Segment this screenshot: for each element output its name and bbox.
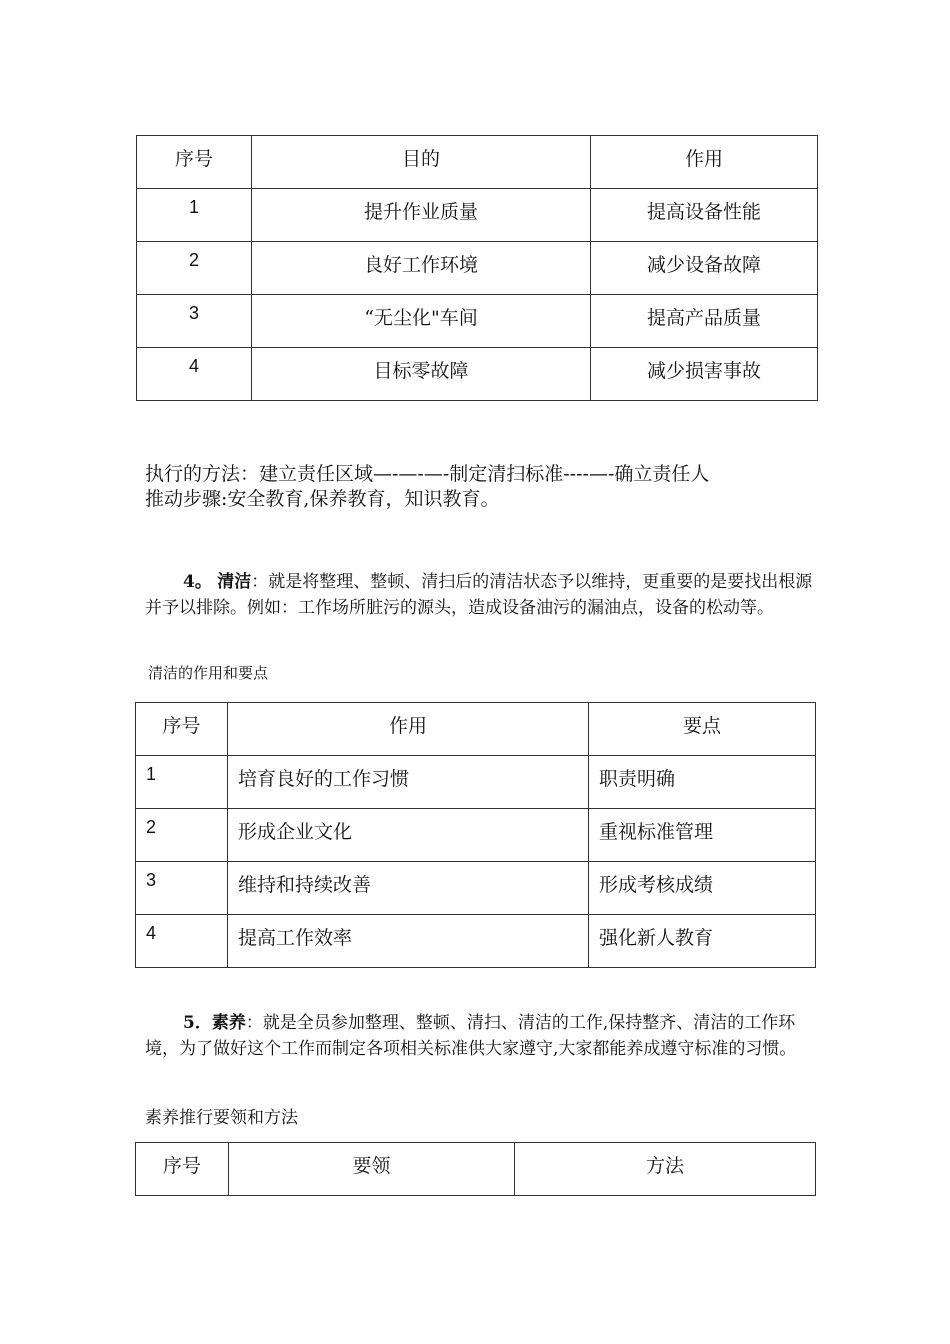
section-text: ：就是全员参加整理、整顿、清扫、清洁的工作,保持整齐、清洁的工作环境，为了做好这个工作而制定各项相关标准供大家遵守,大家都能养成遵守标准的习惯。	[145, 1013, 797, 1059]
table-cell: 职责明确	[599, 768, 676, 790]
table-cell: 3	[188, 303, 199, 323]
section-title: 清洁	[217, 572, 252, 592]
table-cell: 4	[146, 923, 157, 943]
table-cell: 良好工作环境	[363, 254, 478, 276]
header-cell: 方法	[645, 1155, 684, 1177]
table-cell: 目标零故障	[373, 360, 469, 382]
table-cell: 减少损害事故	[646, 360, 761, 382]
table-header-row	[137, 136, 818, 189]
table-header-row	[136, 1143, 816, 1196]
header-cell: 作用	[684, 148, 723, 170]
table-row	[137, 242, 818, 295]
header-cell: 目的	[401, 148, 440, 170]
literacy-table	[135, 1142, 816, 1196]
table-cell: 重视标准管理	[599, 821, 714, 843]
method-line: 执行的方法：建立责任区域—-—-—-制定清扫标准----—-确立责任人	[145, 463, 710, 485]
table-row	[136, 809, 816, 862]
cleanliness-table	[135, 702, 816, 968]
header-cell: 序号	[162, 1155, 201, 1177]
header-cell: 序号	[162, 715, 201, 737]
header-cell: 要点	[682, 715, 721, 737]
table-row	[137, 295, 818, 348]
header-cell: 作用	[388, 715, 427, 737]
table-cell: 强化新人教育	[599, 927, 714, 949]
table-caption: 清洁的作用和要点	[148, 664, 269, 682]
table-cell: 形成考核成绩	[599, 874, 714, 896]
table-cell: 减少设备故障	[646, 254, 761, 276]
table-cell: 2	[146, 817, 157, 837]
steps-line: 推动步骤:安全教育,保养教育，知识教育。	[145, 488, 500, 510]
table-cell: 提高设备性能	[646, 201, 761, 223]
table-row	[136, 756, 816, 809]
table-row	[137, 348, 818, 401]
section-5-paragraph	[145, 1010, 817, 1062]
section-text: ：就是将整理、整顿、清扫后的清洁状态予以维持，更重要的是要找出根源并予以排除。例如：工作场所脏污的源头，造成设备油污的漏油点，设备的松动等。	[145, 572, 813, 618]
purpose-table	[136, 135, 818, 401]
table-cell: 4	[188, 356, 199, 376]
section-number: 4。	[183, 572, 212, 592]
table-cell: 3	[146, 870, 157, 890]
header-cell: 要领	[352, 1155, 391, 1177]
table-header-row	[136, 703, 816, 756]
table-cell: 提高工作效率	[238, 927, 353, 949]
table-cell: 提升作业质量	[363, 201, 478, 223]
header-cell: 序号	[174, 148, 213, 170]
table-cell: 2	[188, 250, 199, 270]
table-cell: 培育良好的工作习惯	[238, 768, 410, 790]
table-cell: 形成企业文化	[238, 821, 353, 843]
section-title: 素养	[211, 1013, 246, 1033]
method-block	[145, 462, 845, 512]
table-row	[136, 862, 816, 915]
section-number: 5．	[183, 1013, 212, 1033]
table-cell: 1	[188, 197, 199, 217]
table-row	[136, 915, 816, 968]
table-cell: 维持和持续改善	[238, 874, 372, 896]
table-caption: 素养推行要领和方法	[145, 1108, 298, 1128]
table-row	[137, 189, 818, 242]
table-cell: “无尘化"车间	[364, 307, 478, 329]
table-cell: 1	[146, 764, 157, 784]
table-cell: 提高产品质量	[646, 307, 761, 329]
section-4-paragraph	[145, 569, 817, 621]
